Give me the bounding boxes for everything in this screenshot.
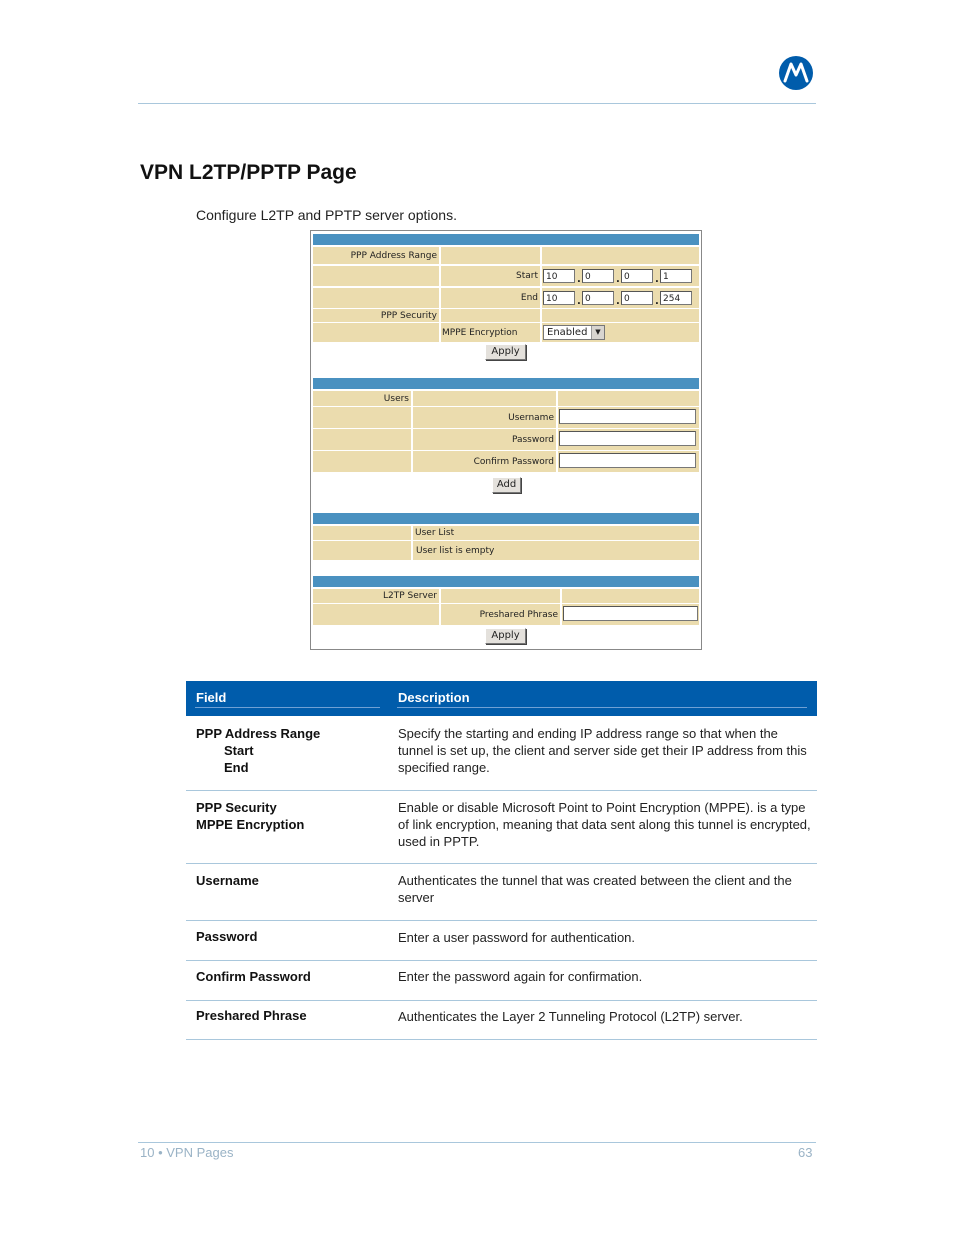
table-row xyxy=(186,864,817,921)
apply-l2tp-button[interactable]: Apply xyxy=(485,628,526,644)
apply-button[interactable]: Apply xyxy=(485,344,526,360)
start-ip-octet-2[interactable]: 0 xyxy=(582,269,614,283)
mppe-row xyxy=(313,323,699,342)
ppp-security-label: PPP Security xyxy=(380,310,437,321)
field-sub-end: End xyxy=(224,760,249,775)
section-header-bar xyxy=(313,513,699,524)
user-list-row xyxy=(313,526,699,540)
table-header xyxy=(186,681,817,716)
field-description-table xyxy=(186,681,817,1040)
users-label: Users xyxy=(383,393,409,404)
end-ip-octet-4[interactable]: 254 xyxy=(660,291,692,305)
table-row xyxy=(186,961,817,1001)
field-name: PPP Security xyxy=(196,800,277,815)
table-row xyxy=(186,921,817,961)
motorola-logo-icon xyxy=(779,56,813,90)
field-name: Password xyxy=(196,929,258,944)
field-description: Specify the starting and ending IP address range so that when the tunnel is set up, the client and server side get their IP address from this specified range. xyxy=(398,726,807,775)
start-label: Start xyxy=(516,271,538,281)
section-header-bar xyxy=(313,234,699,245)
password-label: Password xyxy=(511,434,554,445)
ppp-range-label: PPP Address Range xyxy=(350,250,437,261)
username-input[interactable] xyxy=(559,409,696,424)
mppe-select[interactable] xyxy=(543,325,605,340)
field-description: Authenticates the tunnel that was created between the client and the server xyxy=(398,873,792,905)
field-sub-mppe: MPPE Encryption xyxy=(196,817,305,832)
field-description: Enter the password again for confirmation. xyxy=(398,969,643,984)
table-row xyxy=(186,716,817,791)
password-row xyxy=(313,429,699,450)
field-description: Enter a user password for authentication. xyxy=(398,930,636,945)
end-ip-octet-2[interactable]: 0 xyxy=(582,291,614,305)
end-label: End xyxy=(520,293,538,303)
end-ip-row: End 10 . 0 . 0 . 254 xyxy=(313,288,699,308)
page-number: 63 xyxy=(798,1145,813,1160)
preshared-row xyxy=(313,604,699,625)
confirm-password-label: Confirm Password xyxy=(473,456,554,467)
section-header-bar xyxy=(313,576,699,587)
username-row xyxy=(313,407,699,428)
field-name: Confirm Password xyxy=(196,969,311,984)
chevron-down-icon: ▼ xyxy=(591,326,604,339)
l2tp-server-row xyxy=(313,589,699,603)
start-ip-octet-1[interactable]: 10 xyxy=(543,269,575,283)
field-description: Enable or disable Microsoft Point to Point Encryption (MPPE). is a type of link encryption, meaning that data sent along this tunnel is encrypted, used in PPTP. xyxy=(398,800,811,849)
header-rule xyxy=(138,103,816,104)
mppe-label: MPPE Encryption xyxy=(442,327,518,338)
intro-text: Configure L2TP and PPTP server options. xyxy=(196,207,457,223)
field-description: Authenticates the Layer 2 Tunneling Protocol (L2TP) server. xyxy=(398,1009,743,1024)
add-button[interactable]: Add xyxy=(492,477,521,493)
preshared-input[interactable] xyxy=(563,606,698,621)
start-ip-row: Start 10 . 0 . 0 . 1 xyxy=(313,266,699,286)
page-title: VPN L2TP/PPTP Page xyxy=(140,161,357,184)
end-ip-octet-3[interactable]: 0 xyxy=(621,291,653,305)
user-list-empty-text: User list is empty xyxy=(416,545,495,556)
user-list-label: User List xyxy=(415,528,455,538)
password-input[interactable] xyxy=(559,431,696,446)
confirm-password-row xyxy=(313,451,699,472)
ppp-security-row xyxy=(313,309,699,322)
field-sub-start: Start xyxy=(224,743,254,758)
description-header: Description xyxy=(398,690,470,705)
table-row xyxy=(186,1001,817,1040)
footer-rule xyxy=(138,1142,816,1143)
users-row xyxy=(313,391,699,406)
mppe-select-value: Enabled xyxy=(547,327,588,338)
field-name: PPP Address Range xyxy=(196,726,321,741)
section-header-bar xyxy=(313,378,699,389)
l2tp-server-label: L2TP Server xyxy=(382,591,437,601)
username-label: Username xyxy=(508,412,554,423)
table-row xyxy=(186,791,817,864)
end-ip-octet-1[interactable]: 10 xyxy=(543,291,575,305)
user-list-empty-row xyxy=(313,541,699,560)
start-ip-octet-3[interactable]: 0 xyxy=(621,269,653,283)
preshared-label: Preshared Phrase xyxy=(479,609,558,620)
vpn-config-screenshot xyxy=(310,230,702,650)
field-name: Username xyxy=(196,873,259,888)
ppp-range-row xyxy=(313,247,699,264)
footer-chapter: 10 • VPN Pages xyxy=(140,1145,234,1160)
confirm-password-input[interactable] xyxy=(559,453,696,468)
field-header: Field xyxy=(196,690,227,705)
start-ip-octet-4[interactable]: 1 xyxy=(660,269,692,283)
field-name: Preshared Phrase xyxy=(196,1008,307,1023)
